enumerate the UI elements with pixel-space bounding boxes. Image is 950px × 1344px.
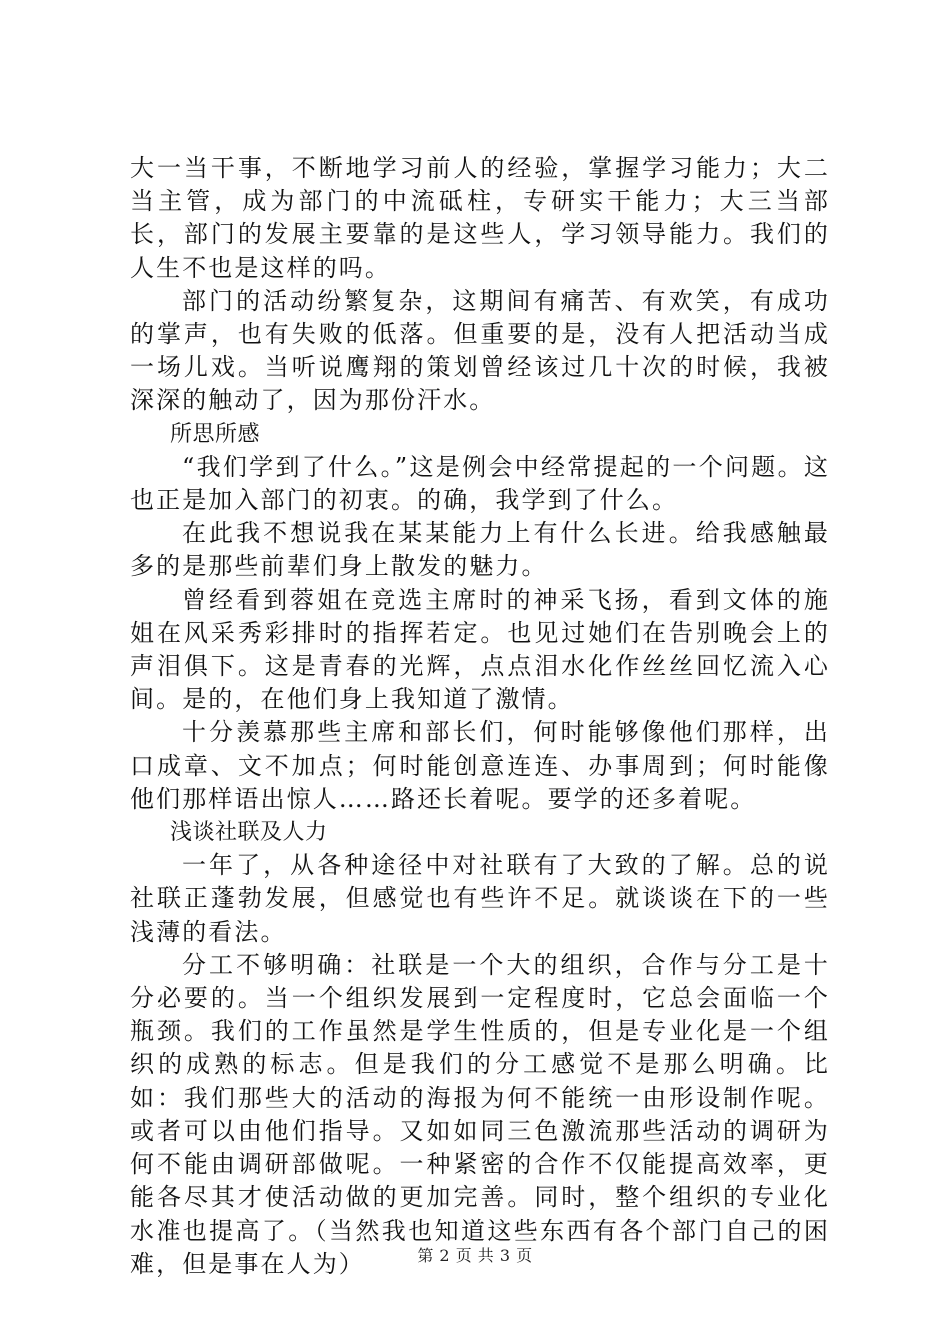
section-heading: 所思所感 (170, 421, 261, 447)
document-body (130, 152, 830, 1281)
body-paragraph: 分工不够明确：社联是一个大的组织，合作与分工是十分必要的。当一个组织发展到一定程度时，它总会面临一个瓶颈。我们的工作虽然是学生性质的，但是专业化是一个组织的成熟的标志。但是我们的分工感觉不是那么明确。比如：我们那些大的活动的海报为何不能统一由形设制作呢。或者可以由他们指导。又如如同三色激流那些活动的调研为何不能由调研部做呢。一种紧密的合作不仅能提高效率，更能各尽其才使活动做的更加完善。同时，整个组织的专业化水准也提高了。（当然我也知道这些东西有各个部门自己的困难，但是事在人为） (130, 950, 830, 1278)
body-paragraph: 一年了，从各种途径中对社联有了大致的了解。总的说社联正蓬勃发展，但感觉也有些许不足。就谈谈在下的一些浅薄的看法。 (130, 851, 830, 946)
section-heading: 浅谈社联及人力 (170, 820, 328, 846)
body-paragraph: 曾经看到蓉姐在竞选主席时的神采飞扬，看到文体的施姐在风采秀彩排时的指挥若定。也见过她们在告别晚会上的声泪俱下。这是青春的光辉，点点泪水化作丝丝回忆流入心间。是的，在他们身上我知道了激情。 (130, 585, 830, 714)
body-paragraph: 在此我不想说我在某某能力上有什么长进。给我感触最多的是那些前辈们身上散发的魅力。 (130, 519, 830, 581)
body-paragraph-continuation: 大一当干事，不断地学习前人的经验，掌握学习能力；大二当主管，成为部门的中流砥柱，专研实干能力；大三当部长，部门的发展主要靠的是这些人，学习领导能力。我们的人生不也是这样的吗。 (130, 154, 830, 282)
body-paragraph: “我们学到了什么。”这是例会中经常提起的一个问题。这也正是加入部门的初衷。的确，我学到了什么。 (130, 452, 830, 515)
body-paragraph: 部门的活动纷繁复杂，这期间有痛苦、有欢笑，有成功的掌声，也有失败的低落。但重要的是，没有人把活动当成一场儿戏。当听说鹰翔的策划曾经该过几十次的时候，我被深深的触动了，因为那份汗水。 (130, 286, 830, 415)
body-paragraph: 十分羡慕那些主席和部长们，何时能够像他们那样，出口成章、文不加点；何时能创意连连、办事周到；何时能像他们那样语出惊人……路还长着呢。要学的还多着呢。 (130, 718, 830, 813)
page-number-footer: 第 2 页 共 3 页 (417, 1246, 533, 1265)
